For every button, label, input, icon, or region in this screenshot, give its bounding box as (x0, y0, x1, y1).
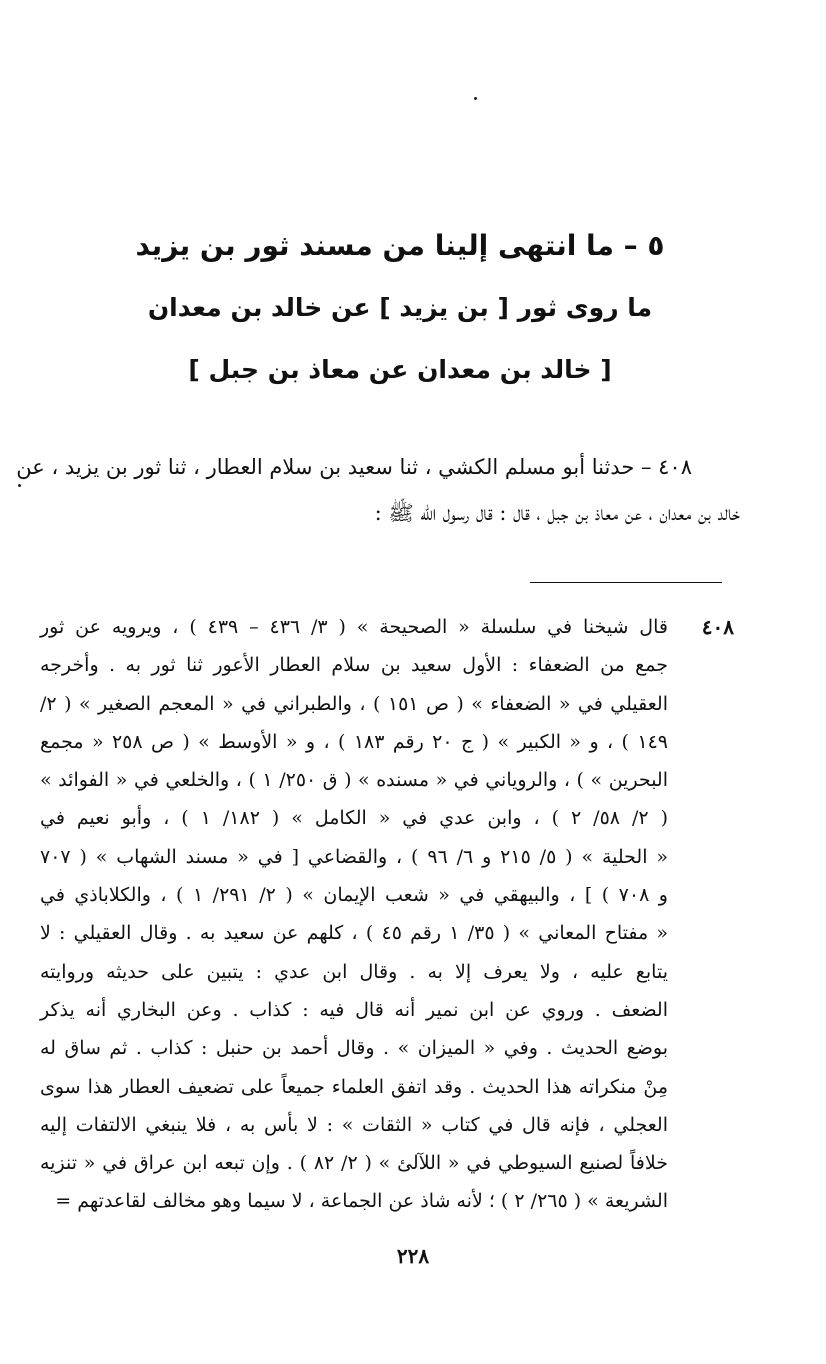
page-mark (474, 97, 477, 100)
footnote-line: « مفتاح المعاني » ( ٣٥/ ١ رقم ٤٥ ) ، كلهم عن سعيد به . وقال العقيلي : لا (40, 922, 668, 945)
footnote-line: ١٤٩ ) ، و « الكبير » ( ج ٢٠ رقم ١٨٣ ) ، و « الأوسط » ( ص ٢٥٨ « مجمع (40, 730, 668, 753)
footnote-line: الضعف . وروي عن ابن نمير أنه قال فيه : كذاب . وعن البخاري أنه يذكر (40, 998, 668, 1021)
headings-block (130, 218, 670, 398)
chapter-subtitle: ما روى ثور [ بن يزيد ] عن خالد بن معدان (147, 293, 653, 322)
footnote-line: بوضع الحديث . وفي « الميزان » . وقال أحمد بن حنبل : كذاب . ثم ساق له (40, 1037, 668, 1060)
chapter-title: ٥ – ما انتهى إلينا من مسند ثور بن يزيد (135, 229, 665, 262)
footnote-number: ٤٠٨ (701, 615, 734, 639)
footnote-line: ( ٢/ ٥٨/ ٢ ) ، وابن عدي في « الكامل » ( ١٨٢/ ١ ) ، وأبو نعيم في (40, 807, 668, 830)
footnote-line: « الحلية » ( ٥/ ٢١٥ و ٦/ ٩٦ ) ، والقضاعي [ في « مسند الشهاب » ( ٧٠٧ (40, 845, 668, 868)
footnote-body (40, 608, 668, 1221)
footnote-line: يتابع عليه ، ولا يعرف إلا به . وقال ابن عدي : يتبين على حديثه وروايته (40, 960, 668, 983)
section-heading: [ خالد بن معدان عن معاذ بن جبل ] (188, 355, 612, 384)
footnote-divider (530, 582, 722, 583)
hadith-line: ٤٠٨ – حدثنا أبو مسلم الكشي ، ثنا سعيد بن سلام العطار ، ثنا ثور بن يزيد ، عن (16, 455, 692, 479)
footnote-line: و ٧٠٨ ) ] ، والبيهقي في « شعب الإيمان » ( ٢/ ٢٩١/ ١ ) ، والكلاباذي في (40, 884, 668, 907)
footnote-line: العقيلي في « الضعفاء » ( ص ١٥١ ) ، والطبراني في « المعجم الصغير » ( ٢/ (40, 692, 669, 715)
footnote (40, 608, 734, 1221)
hadith-text (16, 444, 740, 536)
page-number: ٢٢٨ (396, 1244, 430, 1268)
footnote-line: جمع من الضعفاء : الأول سعيد بن سلام العطار الأعور ثنا ثور به . وأخرجه (40, 654, 668, 677)
footnote-line: الشريعة » ( ٢٦٥/ ٢ ) ؛ لأنه شاذ عن الجماعة ، لا سيما وهو مخالف لقاعدتهم = (55, 1190, 668, 1213)
footnote-line: البحرين » ) ، والروياني في « مسنده » ( ق ٢٥٠/ ١ ) ، والخلعي في « الفوائد » (40, 769, 668, 792)
footnote-line: خلافاً لصنيع السيوطي في « اللآلئ » ( ٢/ ٨٢ ) . وإن تبعه ابن عراق في « تنزيه (40, 1152, 668, 1175)
hadith-line: خالد بن معدان ، عن معاذ بن جبل ، قال : قال رسول الله ﷺ : (374, 501, 740, 525)
footnote-line: العجلي ، فإنه قال في كتاب « الثقات » : لا بأس به ، فلا ينبغي الالتفات إليه (40, 1113, 668, 1136)
footnote-line: قال شيخنا في سلسلة « الصحيحة » ( ٣/ ٤٣٦ – ٤٣٩ ) ، ويرويه عن ثور (40, 616, 668, 638)
footnote-line: مِنْ منكراته هذا الحديث . وقد اتفق العلماء جميعاً على تضعيف العطار هذا سوى (40, 1075, 668, 1098)
